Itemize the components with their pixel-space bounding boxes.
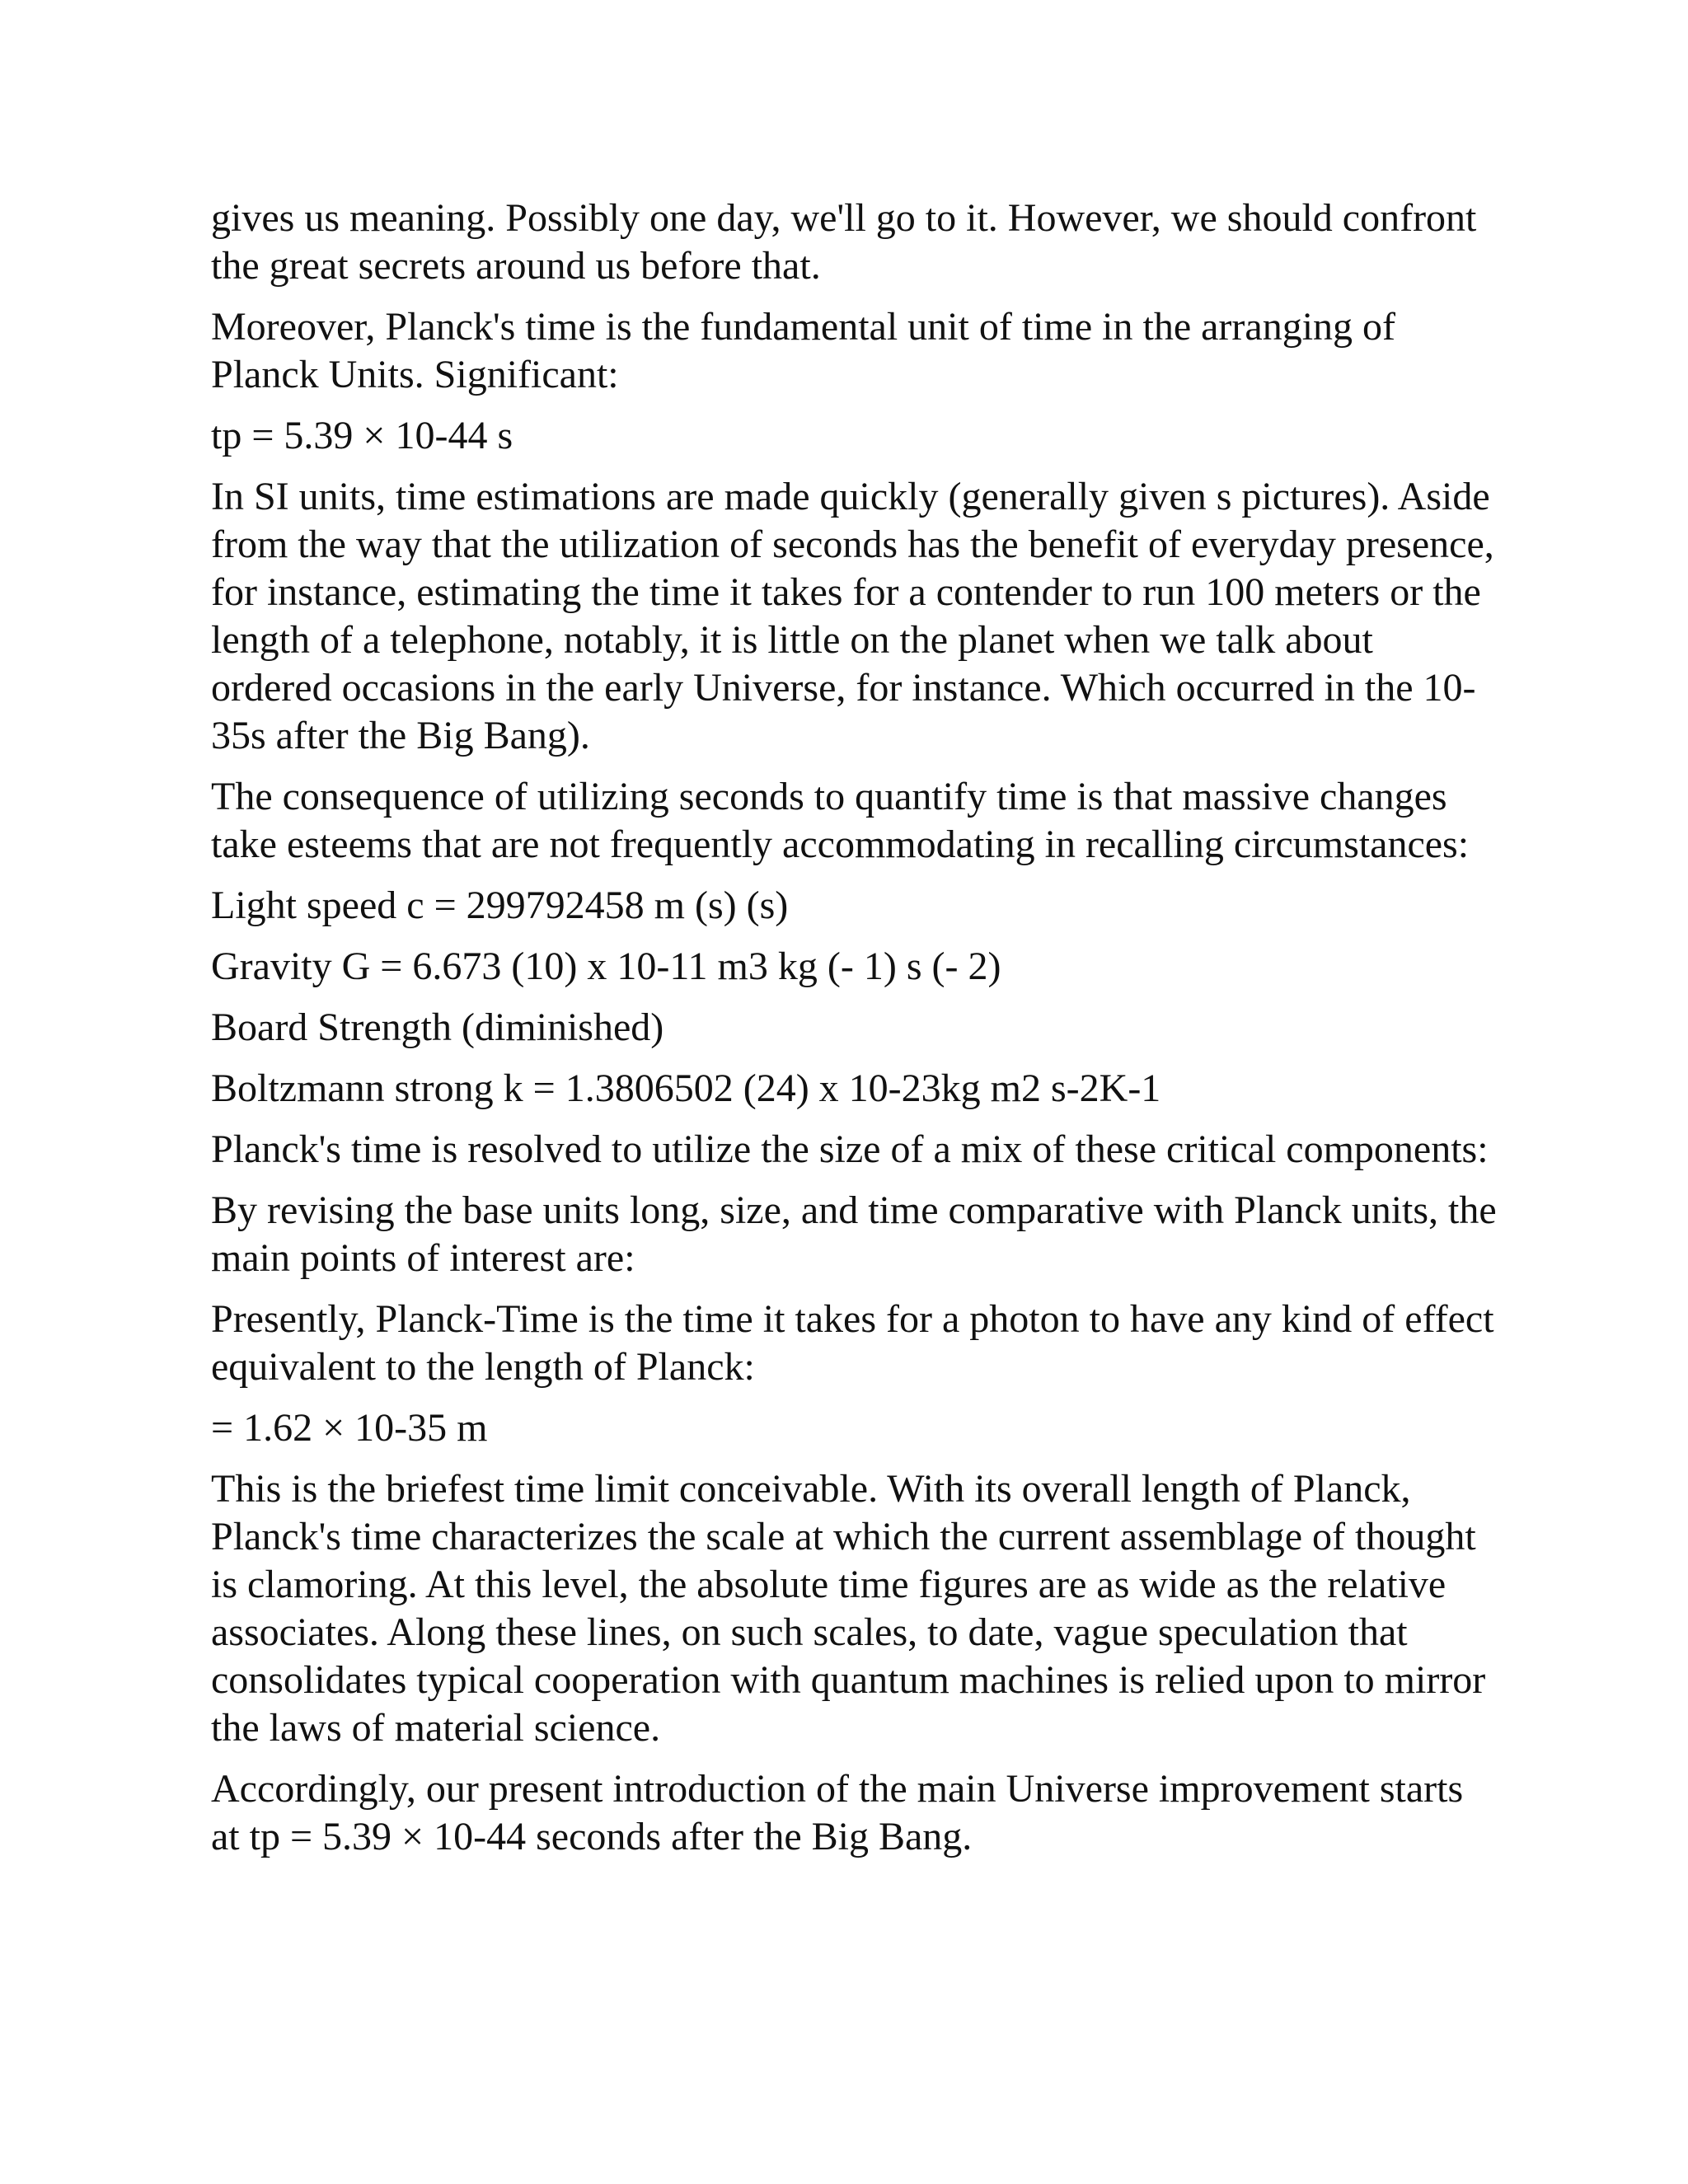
paragraph-accordingly: Accordingly, our present introduction of the main Universe improvement starts at tp = 5.39 × 10-44 seconds after the Big Bang. [211,1767,1464,1858]
constant-light-speed: Light speed c = 299792458 m (s) (s) [211,883,789,927]
document-body [211,194,1497,1874]
paragraph-photon: Presently, Planck-Time is the time it takes for a photon to have any kind of effect equivalent to the length of Planck: [211,1297,1494,1389]
formula-planck-length: = 1.62 × 10-35 m [211,1406,488,1450]
constant-boltzmann: Boltzmann strong k = 1.3806502 (24) x 10-23kg m2 s-2K-1 [211,1066,1161,1110]
paragraph-resolved: Planck's time is resolved to utilize the size of a mix of these critical components: [211,1127,1489,1171]
formula-planck-time: tp = 5.39 × 10-44 s [211,414,513,457]
paragraph-intro-continuation: gives us meaning. Possibly one day, we'll go to it. However, we should confront the great secrets around us before that. [211,196,1477,288]
paragraph-consequence: The consequence of utilizing seconds to quantify time is that massive changes take esteems that are not frequently accommodating in recalling circumstances: [211,775,1470,866]
constant-board-strength: Board Strength (diminished) [211,1005,664,1049]
paragraph-briefest-time: This is the briefest time limit conceivable. With its overall length of Planck, Planck's time characterizes the scale at which the current assemblage of thought is clamoring. At this level, the absolute time figures are as wide as the relative associates. Along these lines, on such scales, to date, vague speculation that consolidates typical cooperation with quantum machines is relied upon to mirror the laws of material science. [211,1467,1486,1750]
paragraph-revising-units: By revising the base units long, size, and time comparative with Planck units, the main points of interest are: [211,1188,1497,1280]
paragraph-si-units: In SI units, time estimations are made quickly (generally given s pictures). Aside from the way that the utilization of seconds has the benefit of everyday presence, for instance, estimating the time it takes for a contender to run 100 meters or the length of a telephone, notably, it is little on the planet when we talk about ordered occasions in the early Universe, for instance. Which occurred in the 10-35s after the Big Bang). [211,475,1494,757]
paragraph-planck-units: Moreover, Planck's time is the fundamental unit of time in the arranging of Planck Units. Significant: [211,305,1396,396]
constant-gravity: Gravity G = 6.673 (10) x 10-11 m3 kg (- 1) s (- 2) [211,944,1001,988]
